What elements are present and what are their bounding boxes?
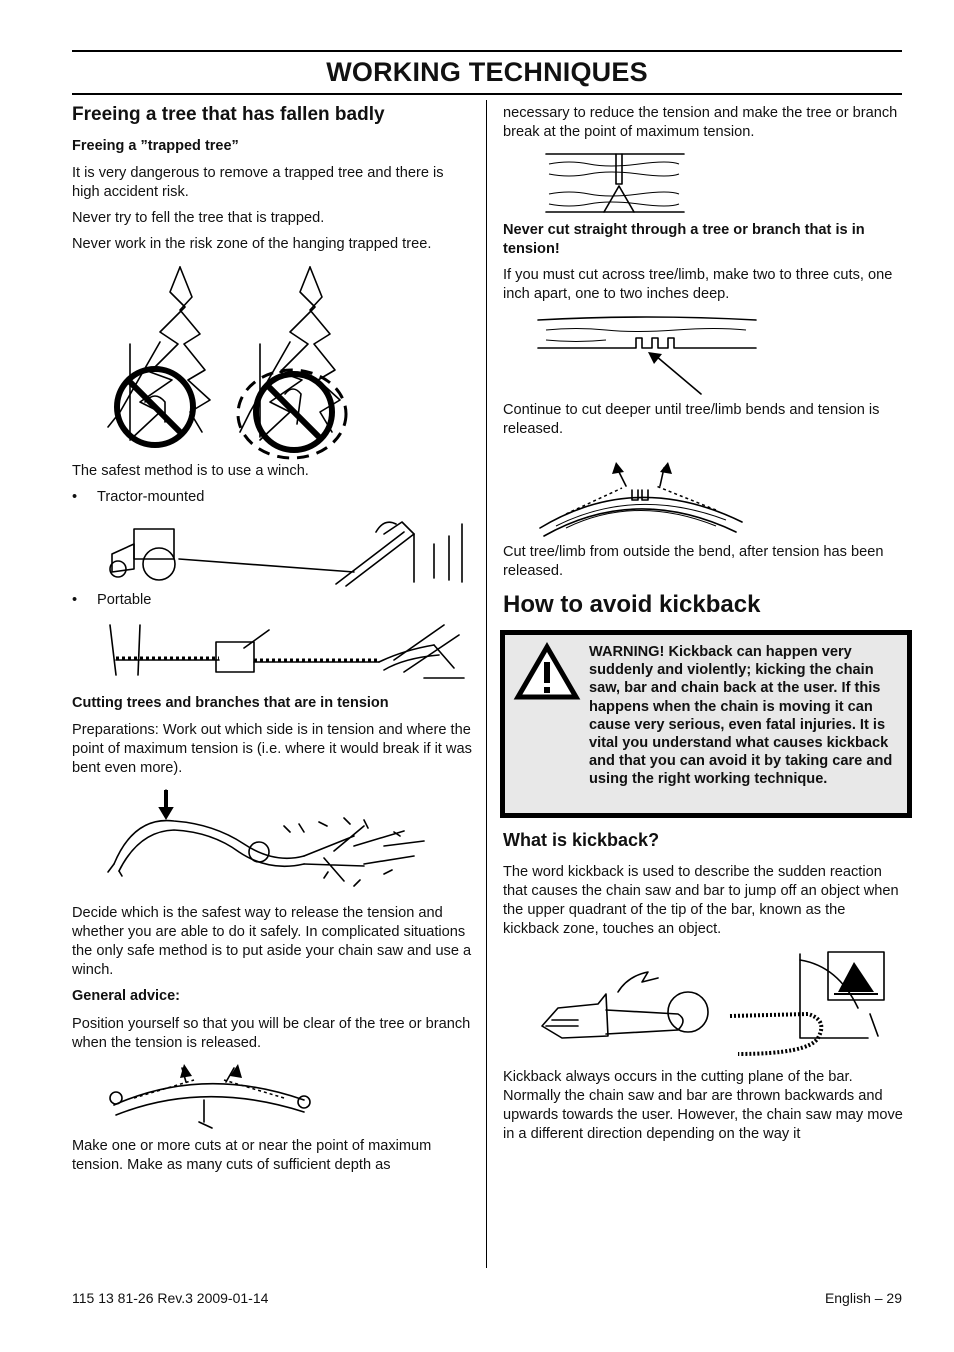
warning-box [500, 630, 912, 818]
subheading-what-is-kickback: What is kickback? [503, 830, 660, 850]
paragraph: Decide which is the safest way to release the tension and whether you are able to do it safely. In complicated situations the only safe method is to put aside your chain saw and use a winch. [72, 905, 472, 978]
section-title-kickback: How to avoid kickback [503, 591, 761, 618]
bullet-portable: Portable [97, 592, 152, 608]
paragraph: Never try to fell the tree that is trapped. [72, 210, 325, 226]
paragraph: The safest method is to use a winch. [72, 463, 309, 479]
warning-triangle-icon [515, 643, 579, 701]
trapped-tree-illustration [100, 262, 350, 462]
paragraph: Continue to cut deeper until tree/limb bends and tension is released. [503, 402, 880, 437]
kickback-illustration [538, 948, 893, 1060]
paragraph: It is very dangerous to remove a trapped tree and there is high accident risk. [72, 165, 444, 200]
notches-illustration [536, 314, 761, 398]
paragraph: Never work in the risk zone of the hanging trapped tree. [72, 236, 432, 252]
page-title: WORKING TECHNIQUES [326, 57, 648, 87]
portable-winch-illustration [104, 620, 469, 690]
paragraph: necessary to reduce the tension and make the tree or branch break at the point of maximum tension. [503, 105, 898, 140]
paragraph: Kickback always occurs in the cutting plane of the bar. Normally the chain saw and bar are thrown backwards and upwards towards the user. However, the chain saw may move in a different direction depending on the way it [503, 1069, 903, 1142]
subheading-general-advice: General advice: [72, 988, 180, 1004]
header-rule-top [72, 50, 902, 52]
bullet-marker: • [72, 489, 78, 505]
bullet-marker: • [72, 592, 78, 608]
v-cut-log-illustration [544, 150, 689, 216]
bending-log-illustration [536, 460, 748, 540]
column-divider [486, 100, 487, 1268]
footer-doc-id: 115 13 81-26 Rev.3 2009-01-14 [72, 1290, 269, 1306]
header-rule-bottom [72, 93, 902, 95]
bullet-tractor-mounted: Tractor-mounted [97, 489, 205, 505]
warning-never-cut: Never cut straight through a tree or branch that is in tension! [503, 222, 865, 257]
paragraph: If you must cut across tree/limb, make two to three cuts, one inch apart, one to two inches deep. [503, 267, 893, 302]
footer-page-number: English – 29 [824, 1290, 902, 1306]
bent-branch-illustration [104, 786, 444, 898]
log-cut-illustration [104, 1060, 319, 1132]
paragraph: Make one or more cuts at or near the point of maximum tension. Make as many cuts of sufficient depth as [72, 1138, 432, 1173]
warning-text: WARNING! Kickback can happen very suddenly and violently; kicking the chain saw, bar and chain back at the user. If this happens when the chain is moving it can cause very serious, even fatal injuries. It is vital you understand what causes kickback and that you can avoid it by taking care and using the right working technique. [589, 644, 893, 788]
paragraph: Position yourself so that you will be clear of the tree or branch when the tension is released. [72, 1016, 471, 1051]
paragraph: The word kickback is used to describe the sudden reaction that causes the chain saw and bar to jump off an object when the upper quadrant of the tip of the bar, known as the kickback zone, touches an object. [503, 864, 899, 937]
paragraph: Cut tree/limb from outside the bend, after tension has been released. [503, 544, 884, 579]
paragraph: Preparations: Work out which side is in tension and where the point of maximum tension is (i.e. where it would break if it was bent even more). [72, 722, 472, 776]
subheading-trapped-tree: Freeing a ”trapped tree” [72, 138, 239, 154]
tractor-winch-illustration [104, 514, 469, 586]
section-title-freeing-tree: Freeing a tree that has fallen badly [72, 104, 385, 125]
subheading-tension: Cutting trees and branches that are in tension [72, 695, 389, 711]
